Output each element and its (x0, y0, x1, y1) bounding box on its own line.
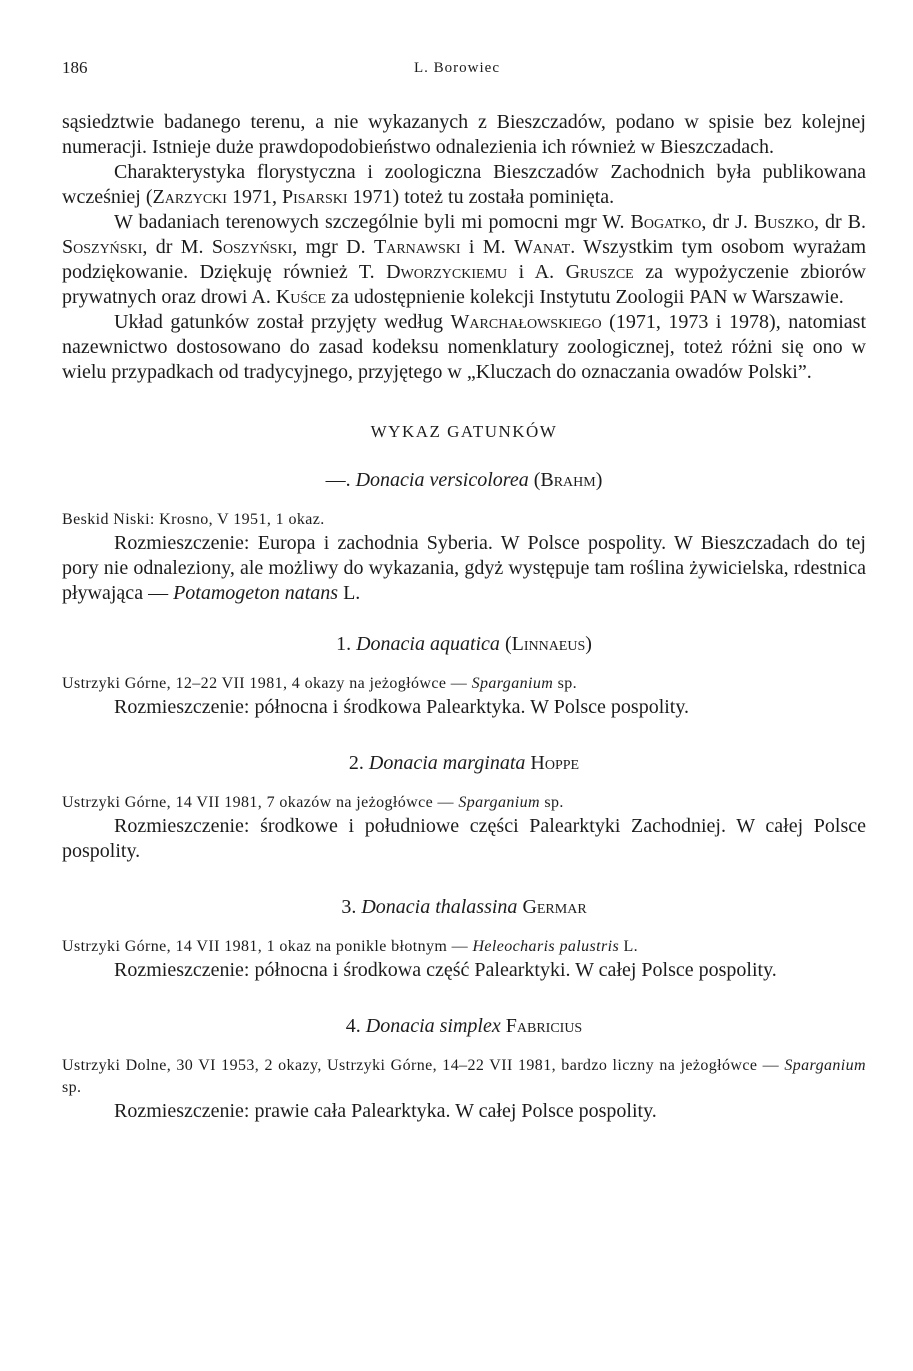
text-run: sp. (539, 794, 564, 811)
text-run: W badaniach terenowych szczególnie byli mi pomocni mgr W. (114, 211, 631, 233)
species-number: 3. (341, 896, 357, 918)
species-heading (62, 467, 866, 493)
species-heading (62, 1013, 866, 1039)
text-run: Układ gatunków został przyjęty według (114, 311, 451, 333)
text-run: Europa i zachodnia Syberia. W Polsce pospolity. W Bieszczadach do tej pory nie odnaleziony, ale możliwy do wykazania, gdyż występuje tam roślina żywicielska, rdestnica pływająca — (62, 532, 866, 604)
text-run: , dr B. (813, 211, 867, 233)
text-run: północna i środkowa Palearktyka. W Polsce pospolity. (249, 696, 690, 718)
page-number: 186 (62, 58, 88, 77)
text-run: za wypożyczenie zbiorów prywatnych oraz drowi A. (62, 261, 866, 308)
species-author: Germar (522, 896, 587, 918)
species-distribution (62, 958, 866, 983)
species-number: 1. (336, 633, 352, 655)
text-run: Ustrzyki Górne, 12–22 VII 1981, 4 okazy na jeżogłówce — (62, 675, 472, 692)
species-material (62, 792, 866, 814)
distribution-label: Rozmieszczenie: (114, 959, 250, 981)
section-title: WYKAZ GATUNKÓW (370, 422, 558, 441)
text-run: (1971, 1973 i 1978), natomiast nazewnictwo dostosowano do zasad kodeksu nomenklatury zoologicznej, toteż różni się ono w wielu przypadkach od tradycyjnego, przyjętego w „Kluczach do oznaczania owadów Polski”. (62, 311, 867, 383)
text-run: za udostępnienie kolekcji Instytutu Zoologii PAN w Warszawie. (326, 286, 844, 308)
text-run: Ustrzyki Górne, 14 VII 1981, 7 okazów na jeżogłówce — (62, 794, 459, 811)
text-run: i A. (507, 261, 566, 283)
person-name: Dworzyckiemu (386, 261, 508, 283)
species-heading (62, 894, 866, 920)
text-run: prawie cała Palearktyka. W całej Polsce pospolity. (249, 1100, 657, 1122)
species-distribution (62, 814, 866, 864)
species-distribution (62, 531, 866, 606)
text-run: i M. (460, 236, 514, 258)
intro-paragraph-4 (62, 310, 866, 385)
species-name: Donacia simplex (365, 1015, 501, 1037)
species-name: Donacia thalassina (361, 896, 518, 918)
text-run: . Wszystkim tym osobom wyrażam podziękowanie. Dziękuję również T. (62, 236, 866, 283)
species-material (62, 1055, 866, 1099)
text-run: sp. (62, 1079, 82, 1096)
species-author: (Linnaeus) (504, 633, 592, 655)
species-author: Hoppe (530, 752, 580, 774)
person-name: Soszyński (211, 236, 293, 258)
person-name: Gruszce (565, 261, 634, 283)
distribution-label: Rozmieszczenie: (114, 696, 250, 718)
text-run: 1971, (226, 186, 282, 208)
plant-name: Heleocharis palustris (472, 938, 620, 955)
species-name: Donacia versicolorea (355, 469, 529, 491)
text-run: Ustrzyki Dolne, 30 VI 1953, 2 okazy, Ustrzyki Górne, 14–22 VII 1981, bardzo liczny na jeżogłówce — (62, 1057, 785, 1074)
text-run: północna i środkowa część Palearktyki. W całej Polsce pospolity. (249, 959, 777, 981)
person-name: Tarnawski (374, 236, 461, 258)
species-distribution (62, 695, 866, 720)
plant-name: Potamogeton natans (173, 582, 339, 604)
person-name: Buszko (753, 211, 814, 233)
person-name: Soszyński (62, 236, 143, 258)
page-header (62, 58, 852, 88)
text-run: L. (619, 938, 639, 955)
species-author: (Brahm) (533, 469, 603, 491)
text-run: L. (338, 582, 361, 604)
text-run: sp. (553, 675, 578, 692)
distribution-label: Rozmieszczenie: (114, 1100, 250, 1122)
running-head: L. Borowiec (414, 60, 500, 76)
plant-name: Sparganium (784, 1057, 866, 1074)
text-run: środkowe i południowe części Palearktyki Zachodniej. W całej Polsce pospolity. (62, 815, 866, 862)
species-material: Beskid Niski: Krosno, V 1951, 1 okaz. (62, 511, 325, 528)
author-name: Zarzycki (152, 186, 227, 208)
text-run: Charakterystyka florystyczna i zoologiczna Bieszczadów Zachodnich była publikowana wcześniej ( (62, 161, 866, 208)
author-name: Pisarski (281, 186, 348, 208)
text-run: , dr M. (142, 236, 212, 258)
species-material (62, 673, 866, 695)
species-name: Donacia marginata (368, 752, 526, 774)
person-name: Kuśce (275, 286, 327, 308)
species-material (62, 936, 866, 958)
person-name: Wanat (513, 236, 571, 258)
text-run: Ustrzyki Górne, 14 VII 1981, 1 okaz na ponikle błotnym — (62, 938, 473, 955)
species-number: 2. (348, 752, 364, 774)
page-body (62, 110, 866, 1124)
plant-name: Sparganium (458, 794, 540, 811)
intro-paragraph-3 (62, 210, 866, 310)
species-author: Fabricius (505, 1015, 583, 1037)
author-name: Warchałowskiego (450, 311, 602, 333)
distribution-label: Rozmieszczenie: (114, 532, 250, 554)
species-heading (62, 631, 866, 657)
species-number: —. (325, 469, 351, 491)
text-run: , mgr D. (292, 236, 374, 258)
species-name: Donacia aquatica (356, 633, 500, 655)
distribution-label: Rozmieszczenie: (114, 815, 250, 837)
intro-paragraph-2 (62, 160, 866, 210)
plant-name: Sparganium (471, 675, 554, 692)
text-run: , dr J. (701, 211, 754, 233)
species-distribution (62, 1099, 866, 1124)
person-name: Bogatko (630, 211, 702, 233)
species-number: 4. (345, 1015, 361, 1037)
intro-paragraph-1: sąsiedztwie badanego terenu, a nie wykazanych z Bieszczadów, podano w spisie bez kolejnej numeracji. Istnieje duże prawdopodobieństwo odnalezienia ich również w Bieszczadach. (62, 111, 866, 158)
species-heading (62, 750, 866, 776)
text-run: 1971) toteż tu została pominięta. (347, 186, 615, 208)
